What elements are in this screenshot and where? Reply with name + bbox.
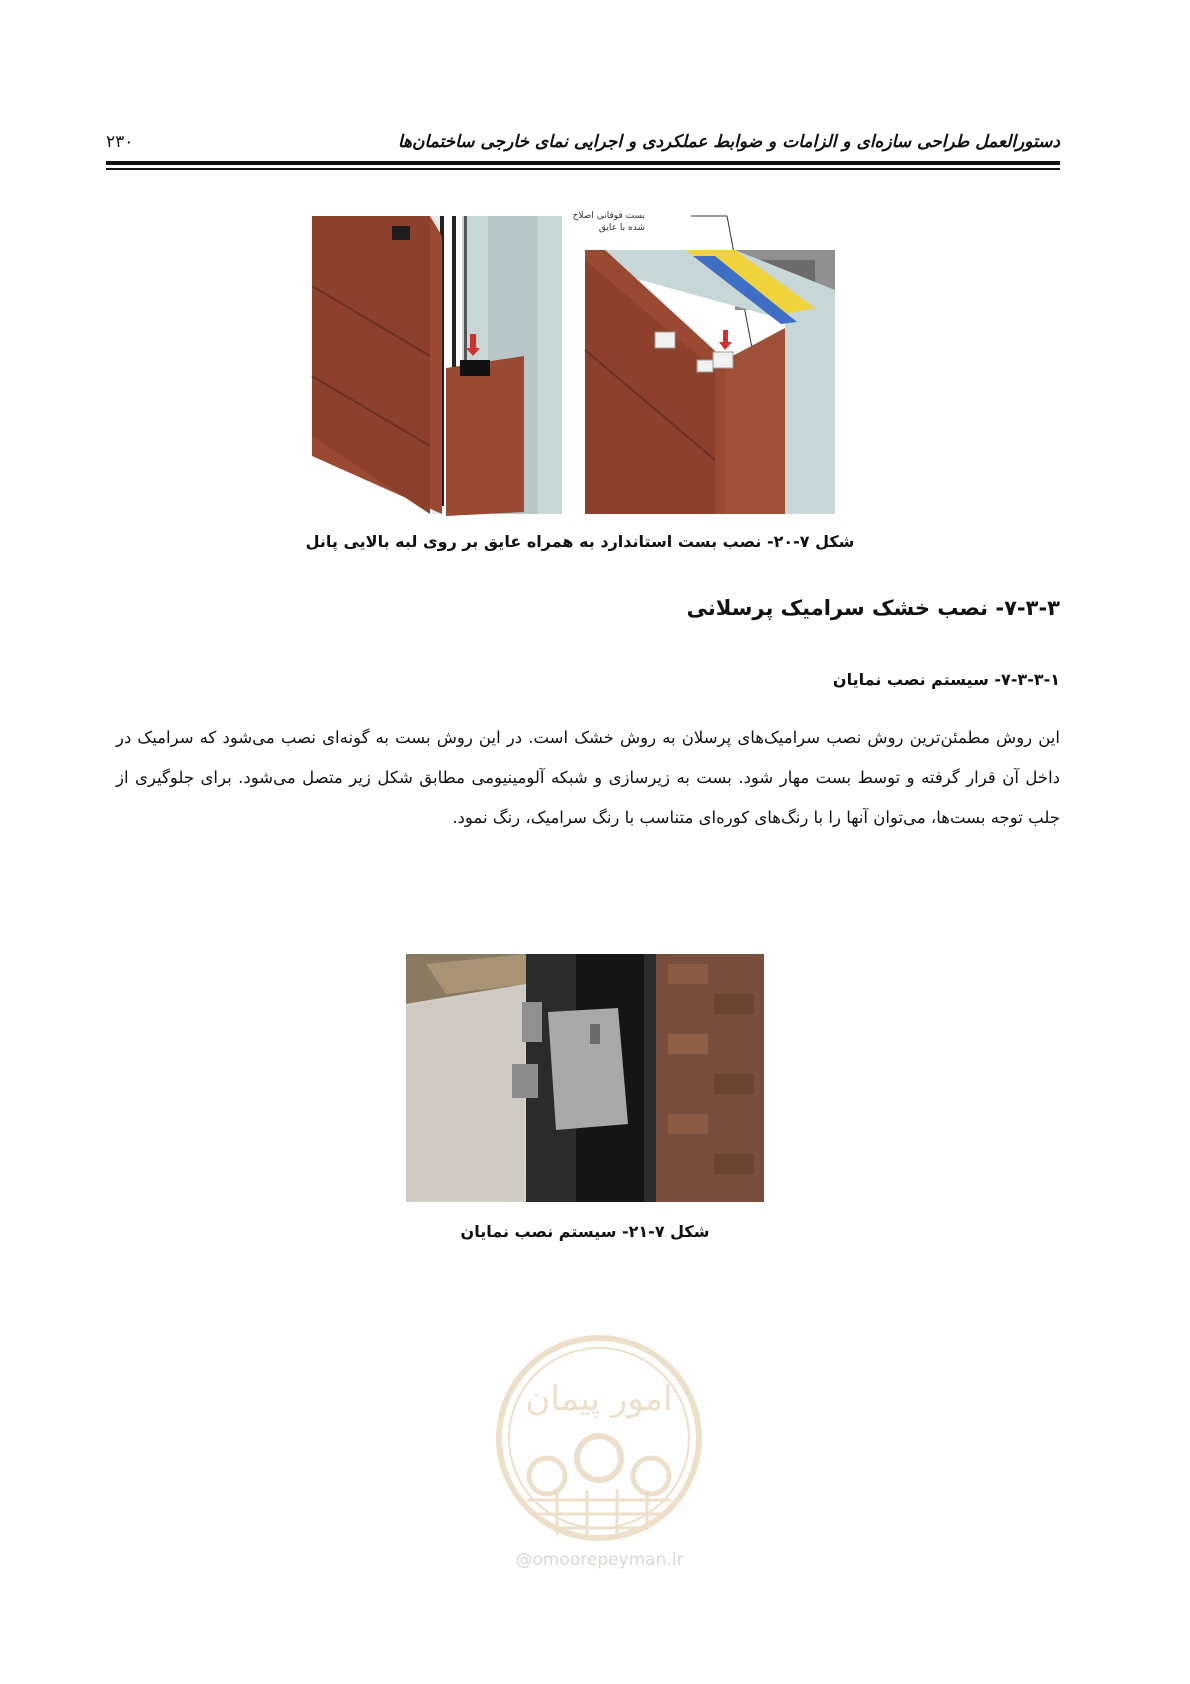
header-rule-thick (106, 161, 1060, 165)
figure-21-caption: شکل ۷-۲۱- سیستم نصب نمایان (460, 1222, 710, 1241)
figure-20-callout-line1: بست فوقانی اصلاح (572, 211, 645, 221)
figure-20-caption: شکل ۷-۲۰- نصب بست استاندارد به همراه عایق بر روی لبه بالایی پانل (305, 532, 855, 551)
subsection-heading: ۷-۳-۳-۱- سیستم نصب نمایان (832, 670, 1060, 689)
gear-icon-small (633, 1458, 669, 1494)
figure-20-callout-line2: شده با عایق (598, 223, 645, 233)
figure-21-photo (406, 954, 764, 1202)
watermark-logo-text: امور پیمان (525, 1379, 673, 1419)
page-header (106, 122, 1060, 174)
page-number: ۲۳۰ (106, 132, 134, 152)
watermark-logo (487, 1330, 712, 1545)
gear-icon (577, 1436, 621, 1480)
figure-20-right-illustration (572, 210, 855, 514)
watermark-url: @omoorepeyman.ir (515, 1550, 684, 1570)
watermark (487, 1330, 712, 1590)
body-paragraph: این روش مطمئن‌ترین روش نصب سرامیک‌های پرسلان به روش خشک است. در این روش بست به گونه‌ای نصب می‌شود که سرامیک در داخل آن قرار گرفته و توسط بست مهار شود. بست به زیرسازی و شبکه آلومینیومی مطابق شکل زیر متصل می‌شود. برای جلوگیری از جلب توجه بست‌ها، می‌توان آنها را با رنگ‌های کوره‌ای متناسب با رنگ سرامیک، رنگ نمود. (116, 728, 1060, 827)
section-heading: ۷-۳-۳- نصب خشک سرامیک پرسلانی (686, 596, 1060, 620)
scale-icon (529, 1458, 565, 1494)
header-rule-thin (106, 168, 1060, 170)
figure-20-left-illustration (312, 216, 562, 514)
header-title: دستورالعمل طراحی سازه‌ای و الزامات و ضوابط عملکردی و اجرایی نمای خارجی ساختمان‌ها (397, 132, 1060, 152)
